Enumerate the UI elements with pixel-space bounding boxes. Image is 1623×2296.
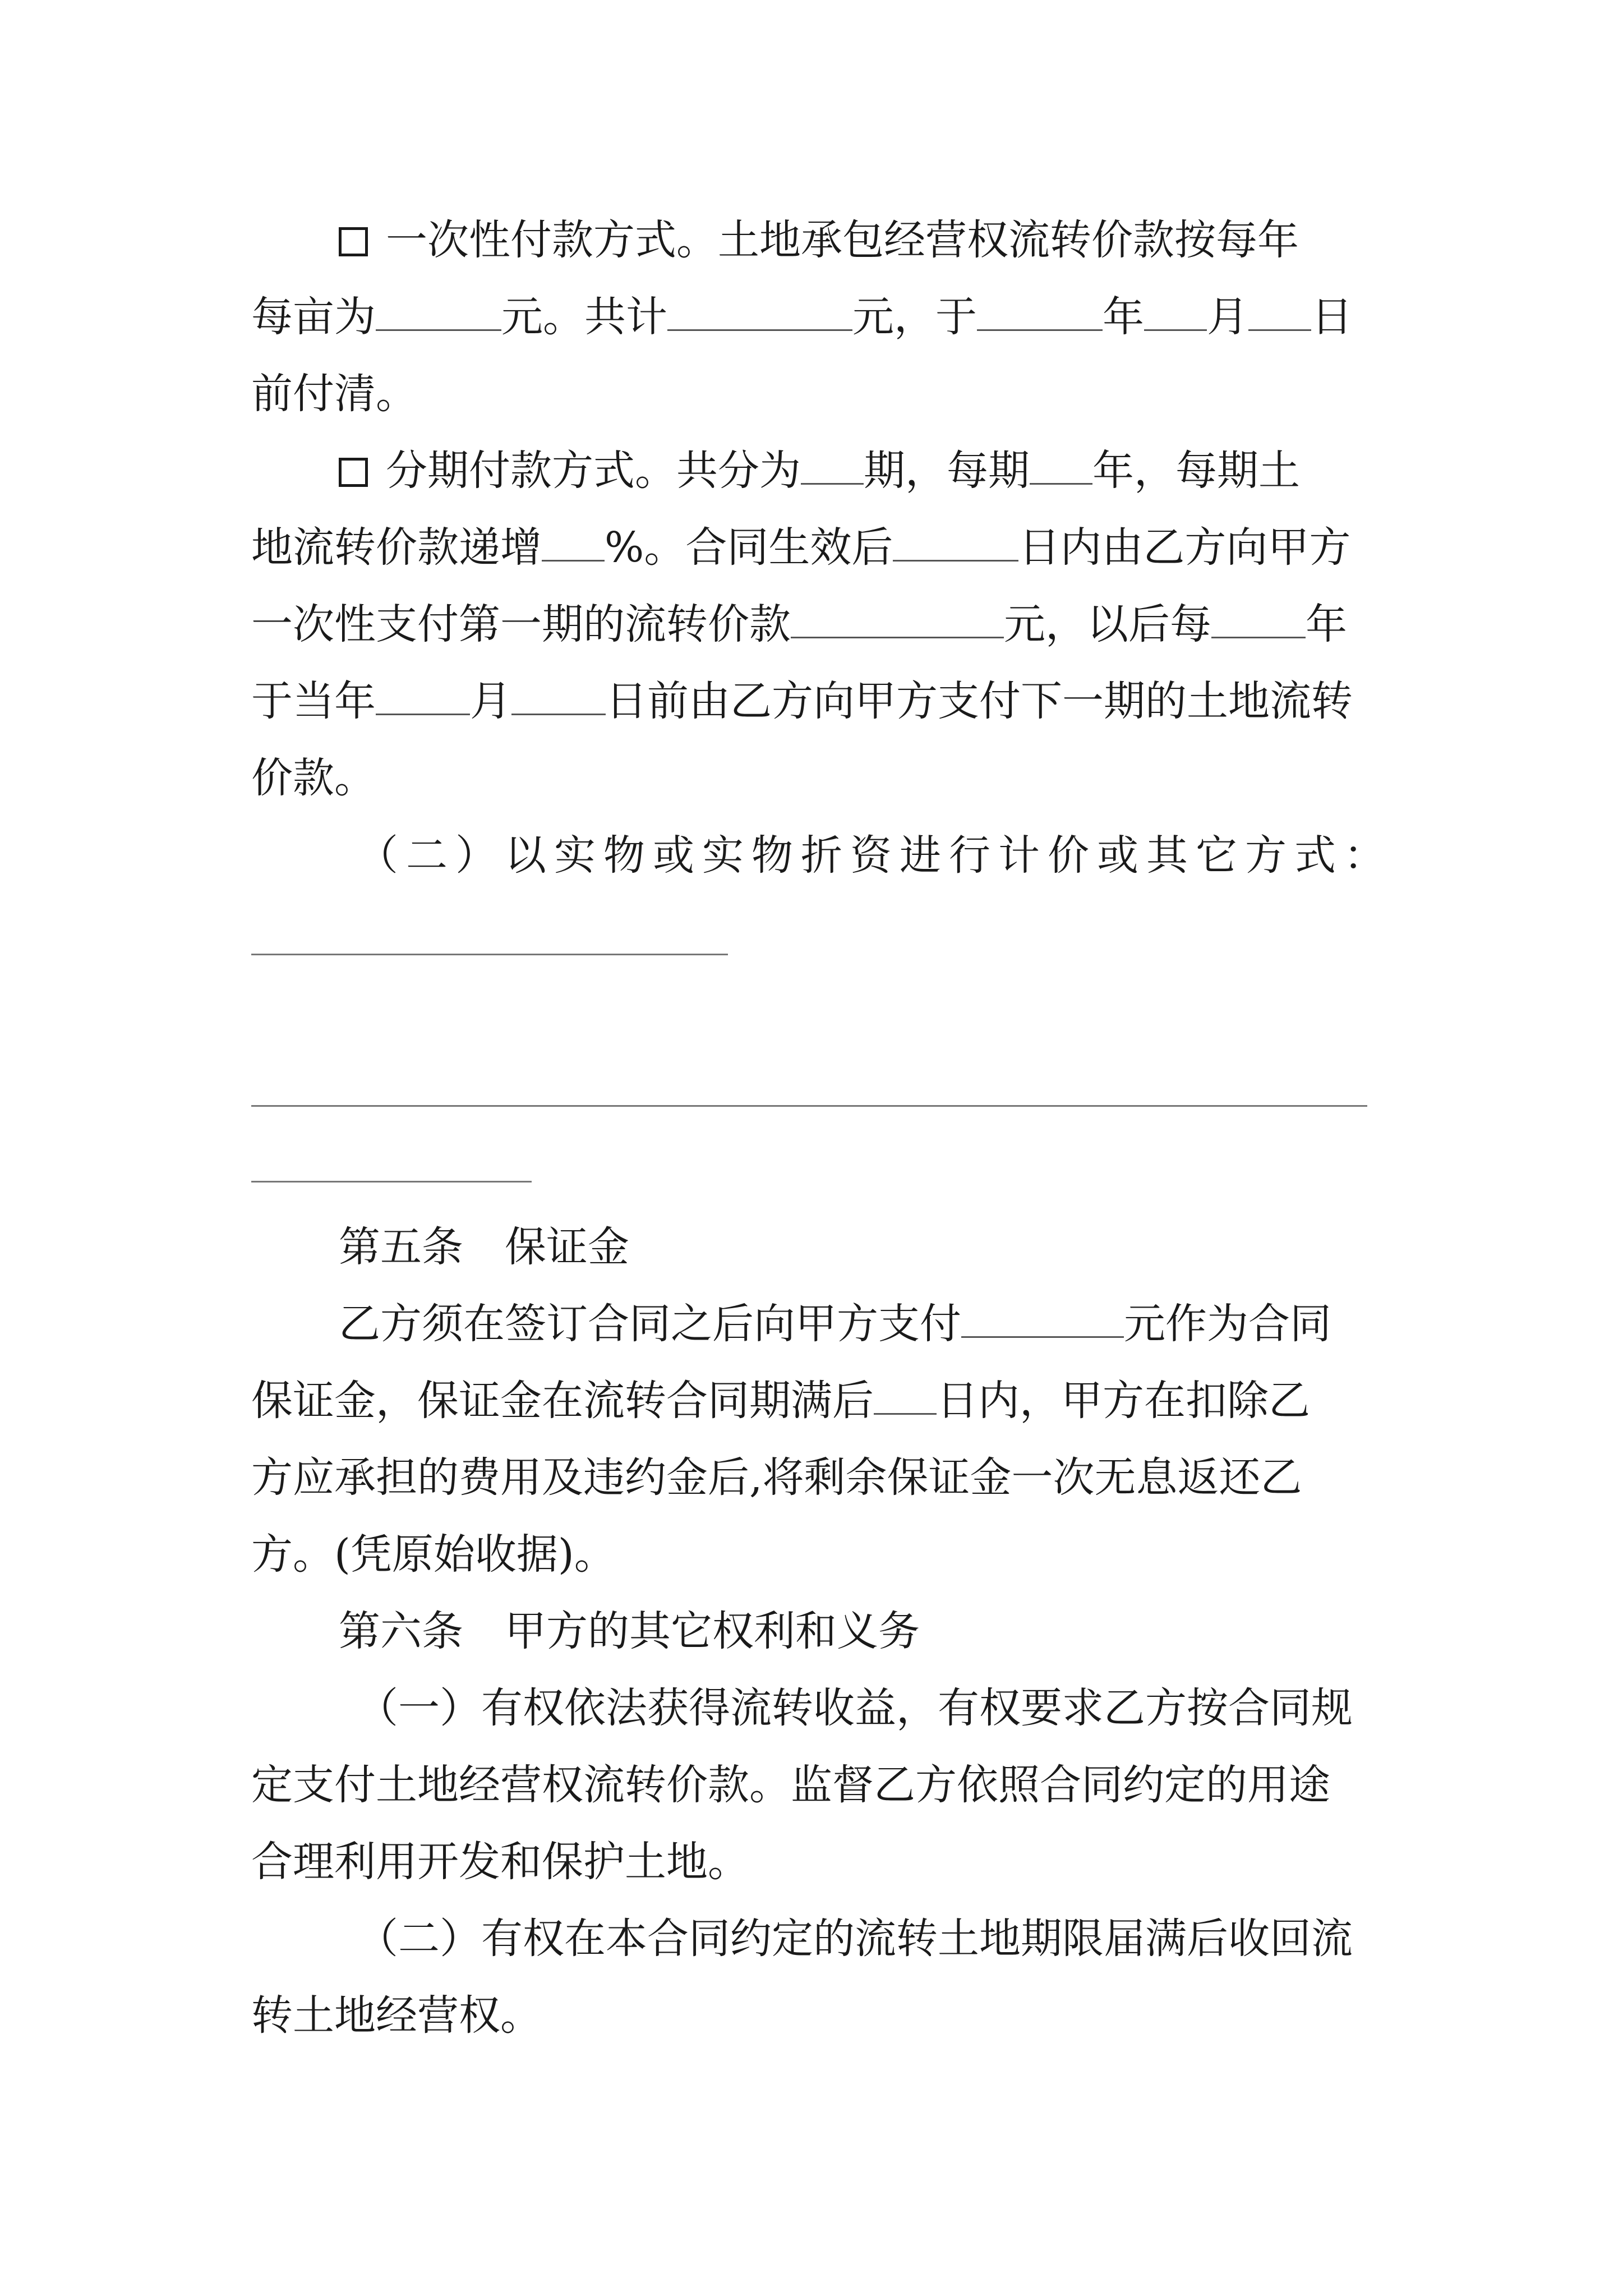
- text-line: 保证金，保证金在流转合同期满后 日内，甲方在扣除乙: [251, 1377, 1310, 1425]
- fill-blank[interactable]: [542, 525, 605, 562]
- fill-blank[interactable]: [801, 448, 864, 485]
- fill-blank[interactable]: [791, 602, 1004, 638]
- fill-blank[interactable]: [511, 679, 606, 715]
- fill-blank[interactable]: [893, 525, 1018, 562]
- text-line: 乙方须在签订合同之后向甲方支付 元作为合同: [339, 1300, 1331, 1348]
- fill-blank[interactable]: [874, 1378, 937, 1415]
- fill-blank[interactable]: [667, 295, 852, 331]
- text-line: 定支付土地经营权流转价款。监督乙方依照合同约定的用途: [251, 1761, 1330, 1809]
- text-line: 于当年 月 日前由乙方向甲方支付下一期的土地流转: [251, 677, 1353, 725]
- text-line: 一次性付款方式。土地承包经营权流转价款按每年: [339, 215, 1299, 265]
- fill-blank[interactable]: [1248, 295, 1311, 331]
- text-line: 价款。: [251, 754, 376, 802]
- text-line: 地流转价款递增 %。合同生效后 日内由乙方向甲方: [251, 523, 1351, 572]
- text-line: （二）以实物或实物折资进行计价或其它方式：: [357, 831, 1393, 880]
- text-line: 转土地经营权。: [251, 1991, 542, 2040]
- fill-blank[interactable]: [977, 295, 1103, 331]
- text-line: 前付清。: [251, 370, 417, 418]
- fill-blank[interactable]: [376, 679, 470, 715]
- fill-blank[interactable]: [1144, 295, 1207, 331]
- section-heading: 第五条 保证金: [339, 1223, 629, 1271]
- blank-rule[interactable]: [251, 954, 728, 955]
- blank-rule[interactable]: [251, 1181, 532, 1182]
- text-line: （一）有权依法获得流转收益，有权要求乙方按合同规: [357, 1684, 1353, 1732]
- text-line: 方。(凭原始收据)。: [251, 1530, 616, 1579]
- fill-blank[interactable]: [376, 295, 501, 331]
- text-line: 每亩为 元。共计 元，于 年 月 日: [251, 293, 1353, 341]
- section-heading: 第六条 甲方的其它权利和义务: [339, 1607, 920, 1655]
- blank-rule[interactable]: [251, 1105, 1367, 1107]
- fill-blank[interactable]: [961, 1301, 1124, 1338]
- text-line: 方应承担的费用及违约金后,将剩余保证金一次无息返还乙: [251, 1453, 1302, 1502]
- fill-blank[interactable]: [1030, 448, 1092, 485]
- installment-checkbox[interactable]: [339, 458, 368, 487]
- lump-sum-checkbox[interactable]: [339, 227, 368, 256]
- text-line: 分期付款方式。共分为 期，每期 年，每期土: [339, 445, 1300, 496]
- text-line: 合理利用开发和保护土地。: [251, 1838, 749, 1886]
- text-line: 一次性支付第一期的流转价款 元，以后每 年: [251, 600, 1347, 648]
- fill-blank[interactable]: [1211, 602, 1306, 638]
- text-line: （二）有权在本合同约定的流转土地期限届满后收回流: [357, 1915, 1353, 1963]
